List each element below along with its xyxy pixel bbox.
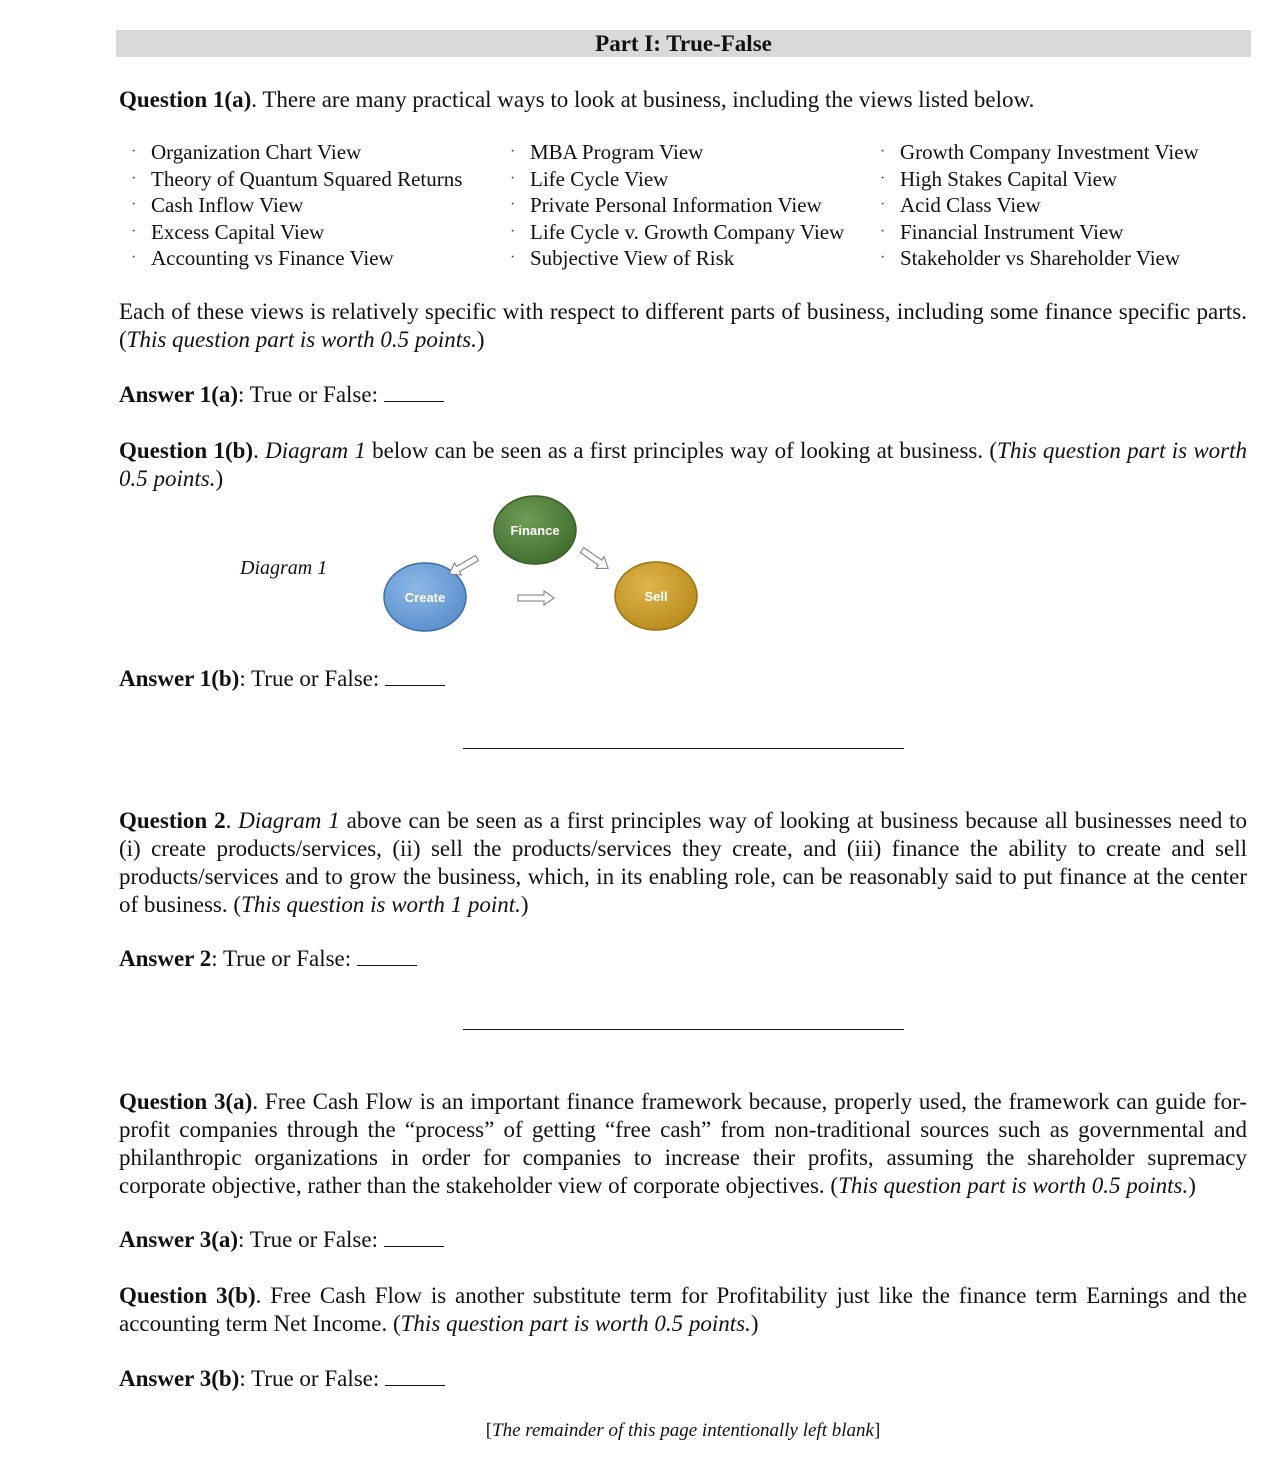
- separator: .: [225, 808, 239, 833]
- bracket-open: [: [485, 1420, 493, 1441]
- bullet-icon: ·: [880, 196, 886, 213]
- views-list-col-2: [510, 139, 844, 272]
- bullet-icon: ·: [131, 169, 137, 187]
- bullet-icon: ·: [880, 222, 886, 240]
- answer-label: Answer 3(a): [119, 1227, 239, 1252]
- list-item-label: Growth Company Investment View: [900, 140, 1199, 164]
- list-item-label: Private Personal Information View: [530, 193, 822, 217]
- answer-1b: [119, 665, 1247, 693]
- paren-close: ): [520, 892, 529, 917]
- list-item: [510, 166, 844, 193]
- point-value: This question part is worth 0.5 points.: [126, 327, 477, 352]
- answer-label: Answer 2: [119, 946, 212, 971]
- list-item: [880, 245, 1199, 272]
- answer-blank[interactable]: [357, 947, 417, 966]
- diagram-reference: Diagram 1: [265, 438, 366, 463]
- finance-node: [494, 496, 576, 564]
- answer-3a: [119, 1226, 1247, 1254]
- point-value: This question part is worth 0.5 points.: [838, 1173, 1189, 1198]
- answer-blank[interactable]: [384, 1228, 444, 1247]
- bullet-icon: ·: [510, 222, 516, 240]
- paren-close: ): [1188, 1173, 1196, 1198]
- list-item-label: Subjective View of Risk: [530, 246, 735, 270]
- bullet-icon: ·: [880, 249, 886, 266]
- answer-blank[interactable]: [385, 1367, 445, 1386]
- answer-3b: [119, 1365, 1247, 1393]
- bullet-icon: ·: [510, 196, 516, 213]
- section-title: Part I: True-False: [116, 30, 1251, 57]
- list-item-label: Organization Chart View: [151, 140, 362, 164]
- list-item-label: Excess Capital View: [151, 219, 325, 244]
- list-item-label: Acid Class View: [900, 193, 1041, 217]
- list-item: [510, 192, 844, 219]
- section-divider: [463, 1029, 904, 1030]
- point-value: This question part is worth 0.5 points.: [119, 438, 1248, 491]
- bullet-icon: ·: [131, 249, 137, 266]
- point-value: This question part is worth 0.5 points.: [400, 1311, 751, 1336]
- list-item-label: Life Cycle View: [530, 166, 669, 191]
- answer-blank[interactable]: [384, 383, 444, 402]
- views-list-col-3: [880, 139, 1199, 272]
- question-text: below can be seen as a first principles way of looking at business. (: [365, 438, 998, 463]
- question-label: Question 1(b): [119, 438, 254, 463]
- finance-label: Finance: [510, 523, 560, 538]
- arrow-finance-to-sell-icon: [578, 544, 612, 574]
- question-1b: [119, 437, 1247, 493]
- page-footer-note: [0, 1420, 1283, 1442]
- paren-close: ): [476, 327, 485, 352]
- list-item-label: Financial Instrument View: [900, 219, 1124, 244]
- list-item-label: Life Cycle v. Growth Company View: [530, 219, 845, 244]
- list-item: [510, 245, 844, 272]
- bullet-icon: ·: [131, 196, 137, 213]
- question-1a: [119, 86, 1247, 114]
- arrow-create-to-sell-icon: [518, 591, 554, 605]
- list-item: [131, 166, 462, 193]
- question-text: above can be seen as a first principles way of looking at business because all businesses need to (i) create products/services, (ii) sell the products/services they create, and (iii) finance the ability to create and sell products/services and to grow the business, which, in its enabling role, can be reasonably said to put finance at the center of business. (: [119, 808, 1247, 917]
- separator: .: [253, 438, 266, 463]
- bullet-icon: ·: [510, 249, 516, 266]
- section-divider: [463, 748, 904, 749]
- answer-prompt: : True or False:: [211, 946, 352, 971]
- list-item-label: High Stakes Capital View: [900, 166, 1118, 191]
- list-item: [510, 139, 844, 166]
- list-item-label: Theory of Quantum Squared Returns: [151, 166, 463, 191]
- list-item: [880, 219, 1199, 246]
- bullet-icon: ·: [131, 222, 137, 240]
- paren-close: ): [750, 1311, 759, 1336]
- answer-prompt: : True or False:: [238, 382, 378, 407]
- question-3a: [119, 1088, 1247, 1200]
- list-item-label: Stakeholder vs Shareholder View: [900, 246, 1181, 270]
- bullet-icon: ·: [510, 169, 516, 187]
- business-cycle-diagram: [370, 490, 715, 640]
- diagram-reference: Diagram 1: [238, 808, 340, 833]
- sell-label: Sell: [644, 589, 668, 604]
- sell-node: [615, 562, 697, 630]
- list-item: [510, 219, 844, 246]
- question-label: Question 1(a): [119, 87, 252, 112]
- answer-blank[interactable]: [385, 667, 445, 686]
- bullet-icon: ·: [880, 143, 886, 160]
- views-list-col-1: [131, 139, 462, 272]
- answer-prompt: : True or False:: [239, 1366, 380, 1391]
- list-item-label: Accounting vs Finance View: [151, 246, 394, 270]
- answer-1a: [119, 381, 1247, 409]
- question-1a-followup: [119, 298, 1247, 354]
- answer-2: [119, 945, 1247, 973]
- list-item: [131, 245, 462, 272]
- list-item: [131, 192, 462, 219]
- create-label: Create: [404, 590, 446, 605]
- bullet-icon: ·: [510, 143, 516, 160]
- footer-text: The remainder of this page intentionally left blank: [492, 1420, 874, 1441]
- point-value: This question is worth 1 point.: [241, 892, 521, 917]
- list-item: [131, 139, 462, 166]
- followup-text: Each of these views is relatively specific with respect to different parts of business, including some finance specific parts. (: [119, 299, 1247, 352]
- paren-close: ): [215, 466, 224, 491]
- answer-prompt: : True or False:: [238, 1227, 378, 1252]
- list-item-label: MBA Program View: [530, 140, 704, 164]
- question-label: Question 2: [119, 808, 226, 833]
- bullet-icon: ·: [131, 143, 137, 160]
- list-item: [131, 219, 462, 246]
- question-label: Question 3(a): [119, 1089, 253, 1114]
- answer-label: Answer 1(b): [119, 666, 240, 691]
- list-item-label: Cash Inflow View: [151, 193, 304, 217]
- list-item: [880, 166, 1199, 193]
- question-text: . Free Cash Flow is another substitute term for Profitability just like the finance term Earnings and the accounting term Net Income. (: [119, 1283, 1247, 1336]
- list-item: [880, 192, 1199, 219]
- question-text: . Free Cash Flow is an important finance framework because, properly used, the framework can guide for-profit companies through the “process” of getting “free cash” from non-traditional sources such as governmental and philanthropic organizations in order for companies to increase their profits, assuming the shareholder supremacy corporate objective, rather than the stakeholder view of corporate objectives. (: [119, 1089, 1248, 1198]
- list-item: [880, 139, 1199, 166]
- question-2: [119, 807, 1247, 919]
- question-text: . There are many practical ways to look at business, including the views listed below.: [251, 87, 1035, 112]
- question-label: Question 3(b): [119, 1283, 256, 1308]
- diagram-caption: Diagram 1: [240, 557, 328, 579]
- answer-label: Answer 1(a): [119, 382, 239, 407]
- question-3b: [119, 1282, 1247, 1338]
- bracket-close: ]: [873, 1420, 881, 1441]
- answer-label: Answer 3(b): [119, 1366, 240, 1391]
- answer-prompt: : True or False:: [239, 666, 380, 691]
- bullet-icon: ·: [880, 169, 886, 187]
